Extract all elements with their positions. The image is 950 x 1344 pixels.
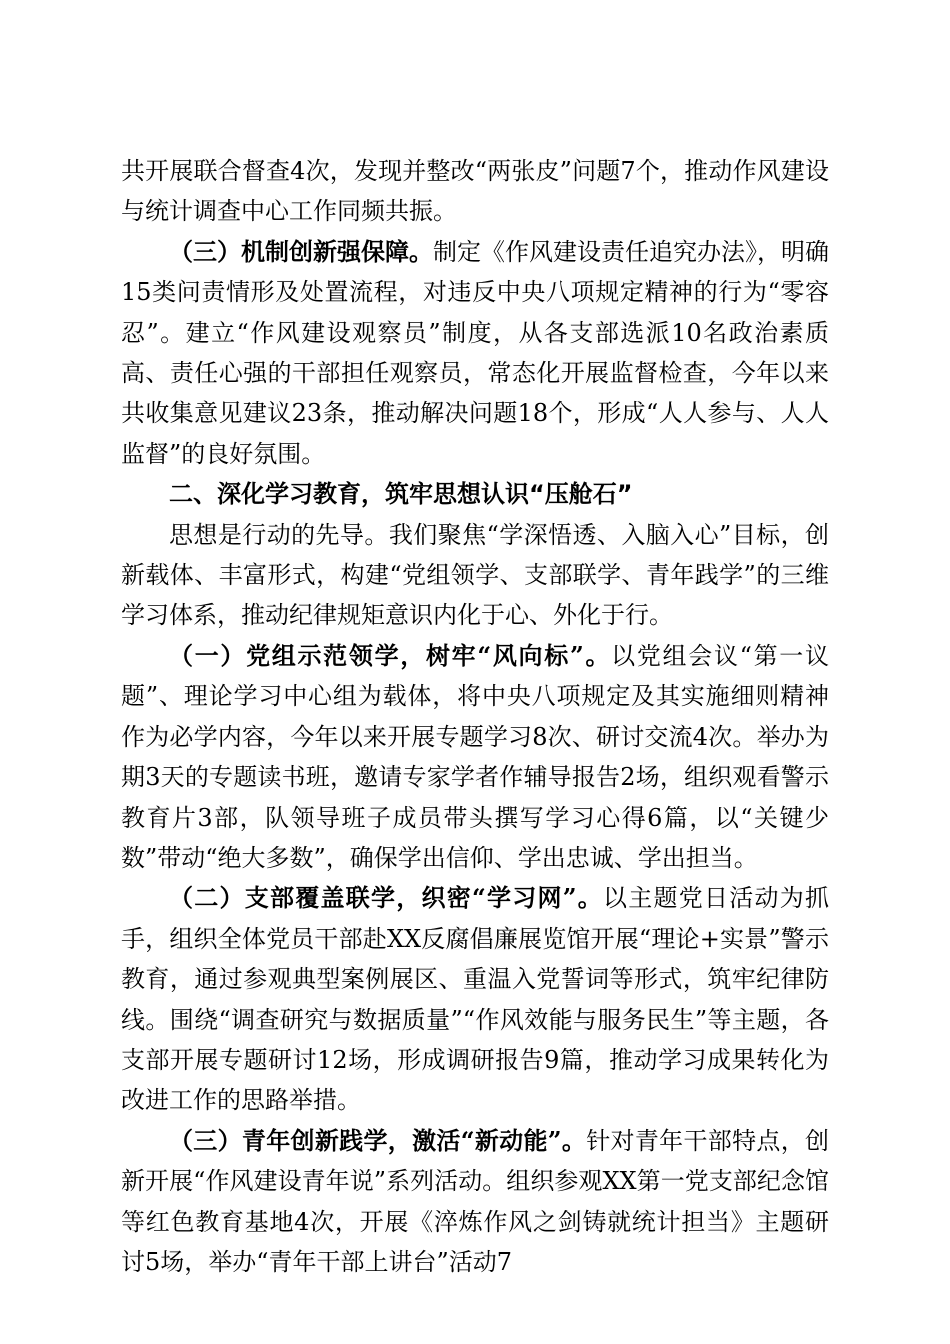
subheading-party-group-study: （一）党组示范领学，树牢“风向标”。 [169, 640, 612, 670]
document-body [121, 151, 829, 1282]
paragraph-text: 制定《作风建设责任追究办法》，明确15类问责情形及处置流程，对违反中央八项规定精神的行为“零容忍”。建立“作风建设观察员”制度，从各支部选派10名政治素质高、责任心强的干部担任观察员，常态化开展监督检查，今年以来共收集意见建议23条，推动解决问题18个，形成“人人参与、人人监督”的良好氛围。 [121, 237, 829, 468]
paragraph-mechanism-innovation [121, 232, 829, 474]
paragraph-thought-guide [121, 515, 829, 636]
paragraph-text: 共开展联合督查4次，发现并整改“两张皮”问题7个，推动作风建设与统计调查中心工作同频共振。 [121, 157, 829, 226]
paragraph-text: 以主题党日活动为抓手，组织全体党员干部赴XX反腐倡廉展览馆开展“理论+实景”警示教育，通过参观典型案例展区、重温入党誓词等形式，筑牢纪律防线。围绕“调查研究与数据质量”“作风效能与服务民生”等主题，各支部开展专题研讨12场，形成调研报告9篇，推动学习成果转化为改进工作的思路举措。 [121, 884, 830, 1115]
paragraph-youth-study [121, 1121, 829, 1283]
section-heading-study-education: 二、深化学习教育，筑牢思想认识“压舱石” [169, 480, 633, 509]
subheading-mechanism-innovation: （三）机制创新强保障。 [169, 236, 433, 266]
paragraph-branch-study [121, 878, 829, 1120]
subheading-youth-study: （三）青年创新践学，激活“新动能”。 [169, 1125, 587, 1155]
paragraph-text: 思想是行动的先导。我们聚焦“学深悟透、入脑入心”目标，创新载体、丰富形式，构建“党组领学、支部联学、青年践学”的三维学习体系，推动纪律规矩意识内化于心、外化于行。 [121, 520, 829, 630]
paragraph-joint-inspection [121, 151, 829, 232]
paragraph-party-group-study [121, 636, 829, 878]
paragraph-text: 以党组会议“第一议题”、理论学习中心组为载体，将中央八项规定及其实施细则精神作为必学内容，今年以来开展专题学习8次、研讨交流4次。举办为期3天的专题读书班，邀请专家学者作辅导报告2场，组织观看警示教育片3部，队领导班子成员带头撰写学习心得6篇，以“关键少数”带动“绝大多数”，确保学出信仰、学出忠诚、学出担当。 [121, 641, 829, 872]
paragraph-text: 针对青年干部特点，创新开展“作风建设青年说”系列活动。组织参观XX第一党支部纪念馆等红色教育基地4次，开展《淬炼作风之剑铸就统计担当》主题研讨5场，举办“青年干部上讲台”活动7 [121, 1126, 829, 1276]
subheading-branch-study: （二）支部覆盖联学，织密“学习网”。 [169, 883, 604, 913]
